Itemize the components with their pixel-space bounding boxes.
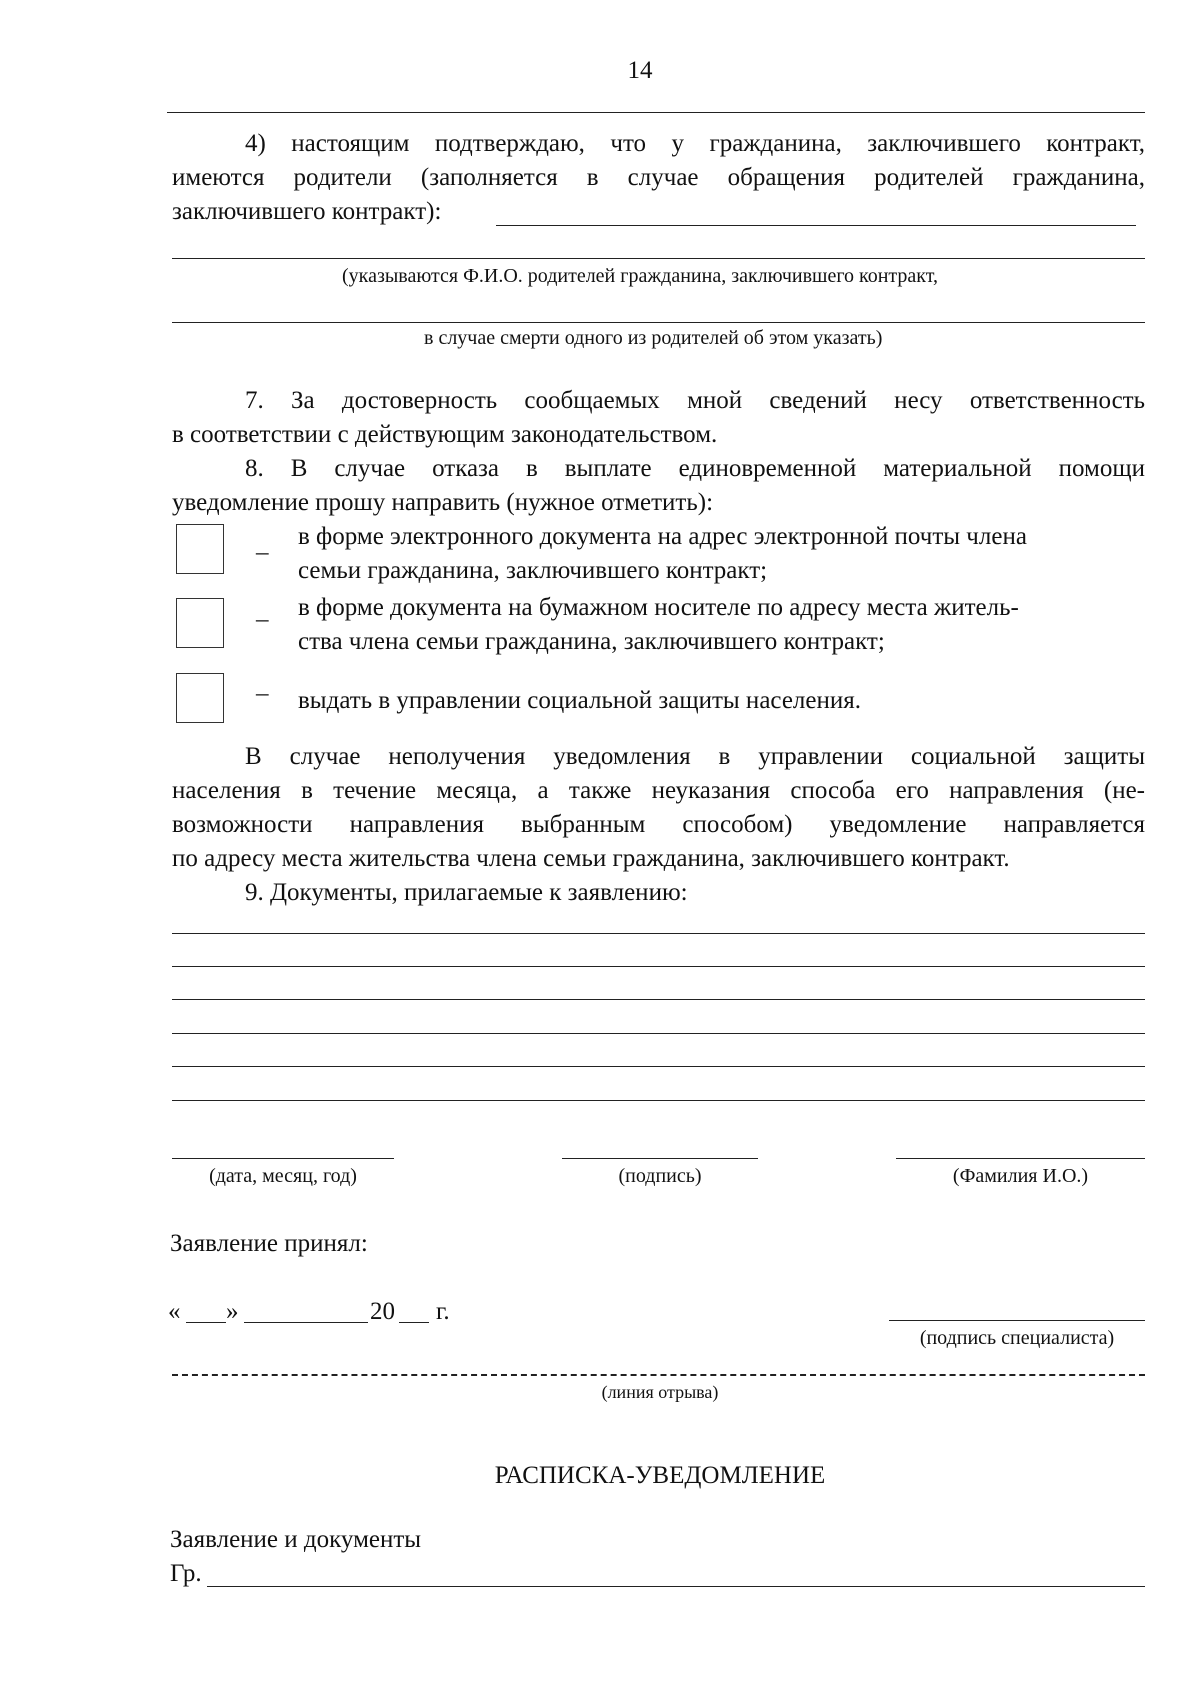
option-paper-line1: в форме документа на бумажном носителе по адресу места житель- bbox=[298, 594, 1019, 621]
option-paper-checkbox[interactable] bbox=[176, 598, 224, 648]
item4-line2: имеются родители (заполняется в случае обращения родителей гражданина, bbox=[172, 164, 1145, 191]
header-rule bbox=[167, 112, 1145, 113]
receipt-line1: Заявление и документы bbox=[170, 1526, 422, 1553]
name-field[interactable] bbox=[896, 1158, 1145, 1159]
documents-line-3[interactable] bbox=[172, 999, 1145, 1000]
item9-label: 9. Документы, прилагаемые к заявлению: bbox=[245, 879, 688, 906]
notice-line1: В случае неполучения уведомления в управлении социальной защиты bbox=[245, 743, 1145, 770]
item4-caption2: в случае смерти одного из родителей об этом указать) bbox=[424, 327, 883, 349]
item4-line3: заключившего контракт): bbox=[172, 198, 442, 225]
date-field[interactable] bbox=[172, 1158, 394, 1159]
option-email-line2: семьи гражданина, заключившего контракт; bbox=[298, 557, 768, 584]
notice-line4: по адресу места жительства члена семьи гражданина, заключившего контракт. bbox=[172, 845, 1010, 872]
item4-caption1: (указываются Ф.И.О. родителей гражданина, заключившего контракт, bbox=[342, 265, 938, 287]
option-email-dash: _ bbox=[256, 530, 269, 557]
receipt-title: РАСПИСКА-УВЕДОМЛЕНИЕ bbox=[494, 1462, 826, 1489]
option-paper-line2: ства члена семьи гражданина, заключившего контракт; bbox=[298, 628, 885, 655]
year-prefix: 20 bbox=[370, 1298, 395, 1325]
option-inperson-checkbox[interactable] bbox=[176, 673, 224, 723]
name-label: (Фамилия И.О.) bbox=[952, 1165, 1089, 1187]
year-suffix: г. bbox=[436, 1298, 450, 1325]
item4-line1: 4) настоящим подтверждаю, что у гражданина, заключившего контракт, bbox=[245, 130, 1145, 157]
year-field[interactable] bbox=[399, 1322, 429, 1323]
documents-line-5[interactable] bbox=[172, 1066, 1145, 1067]
signature-label: (подпись) bbox=[618, 1165, 702, 1187]
item8-line2: уведомление прошу направить (нужное отметить): bbox=[172, 489, 714, 516]
tear-line-label: (линия отрыва) bbox=[601, 1382, 719, 1402]
item7-line2: в соответствии с действующим законодательством. bbox=[172, 421, 718, 448]
date-label: (дата, месяц, год) bbox=[209, 1165, 357, 1187]
documents-line-1[interactable] bbox=[172, 933, 1145, 934]
month-field[interactable] bbox=[244, 1322, 368, 1323]
item7-line1: 7. За достоверность сообщаемых мной сведений несу ответственность bbox=[245, 387, 1145, 414]
parents-field-line2[interactable] bbox=[172, 258, 1145, 259]
parents-field-line3[interactable] bbox=[172, 322, 1145, 323]
option-email-line1: в форме электронного документа на адрес электронной почты члена bbox=[298, 523, 1027, 550]
item8-line1: 8. В случае отказа в выплате единовременной материальной помощи bbox=[245, 455, 1145, 482]
documents-line-6[interactable] bbox=[172, 1100, 1145, 1101]
option-inperson-line1: выдать в управлении социальной защиты населения. bbox=[298, 687, 861, 714]
notice-line2: населения в течение месяца, а также неуказания способа его направления (не- bbox=[172, 777, 1145, 804]
option-email-checkbox[interactable] bbox=[176, 524, 224, 574]
tear-line bbox=[172, 1374, 1145, 1376]
citizen-name-field[interactable] bbox=[207, 1586, 1145, 1587]
option-paper-dash: – bbox=[256, 606, 269, 633]
page-number: 14 bbox=[627, 57, 653, 84]
specialist-signature-field[interactable] bbox=[889, 1320, 1145, 1321]
documents-line-4[interactable] bbox=[172, 1033, 1145, 1034]
specialist-label: (подпись специалиста) bbox=[919, 1327, 1115, 1349]
close-quote: » bbox=[226, 1298, 239, 1325]
notice-line3: возможности направления выбранным способом) уведомление направляется bbox=[172, 811, 1145, 838]
option-inperson-dash: – bbox=[256, 680, 269, 707]
parents-field-line1[interactable] bbox=[496, 225, 1136, 226]
accepted-label: Заявление принял: bbox=[170, 1230, 368, 1257]
documents-line-2[interactable] bbox=[172, 966, 1145, 967]
day-field[interactable] bbox=[186, 1322, 226, 1323]
open-quote: « bbox=[168, 1298, 181, 1325]
gr-label: Гр. bbox=[170, 1560, 202, 1587]
signature-field[interactable] bbox=[562, 1158, 758, 1159]
